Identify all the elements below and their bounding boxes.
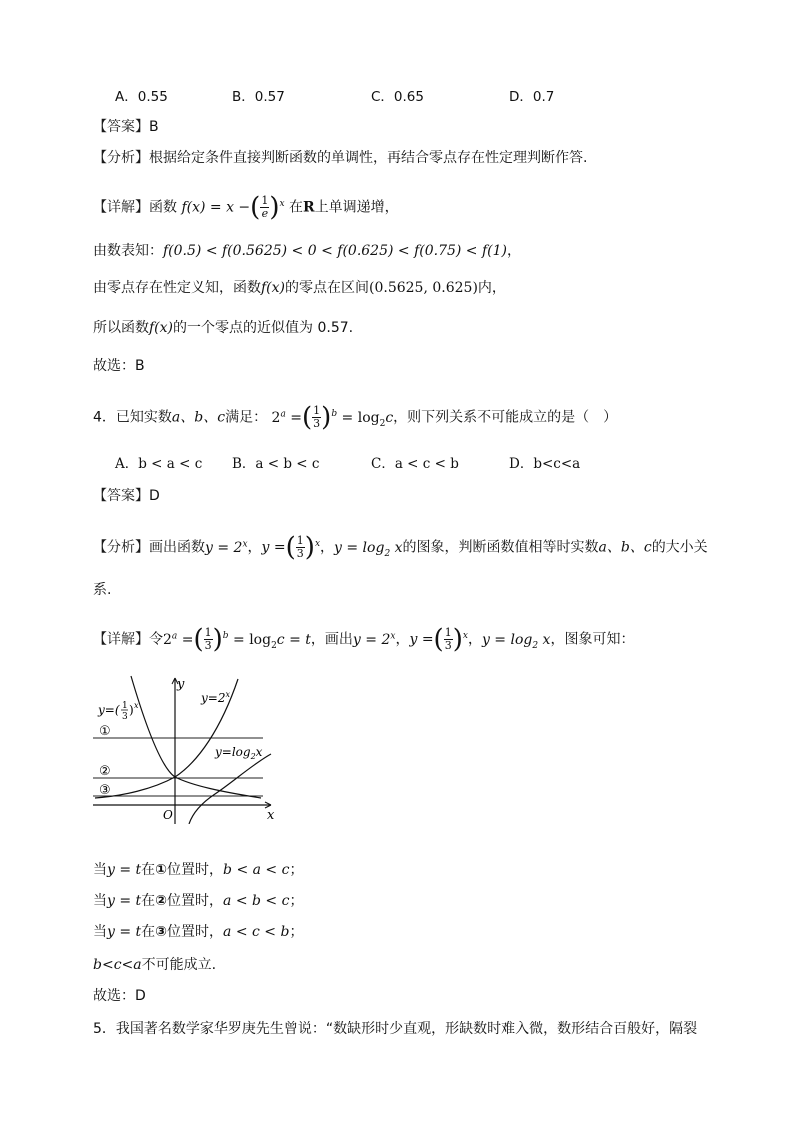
q4-case-1: 当y = t在①位置时，b < a < c； bbox=[93, 862, 304, 878]
impossible-text: 不可能成立. bbox=[141, 957, 217, 973]
formula-condition: $2^a$ = bbox=[163, 631, 194, 648]
answer-value: D bbox=[149, 488, 160, 504]
fraction: $\frac{1}{3}$ bbox=[444, 626, 452, 653]
fraction: $\frac{1}{3}$ bbox=[313, 404, 321, 431]
label-frac-num: 1 bbox=[122, 701, 128, 711]
formula-log: $y = \log_2 x$ bbox=[481, 631, 551, 651]
q4-option-c: C．a < c < b bbox=[371, 456, 459, 472]
formula-exp2: $y = 2^x$ bbox=[352, 631, 396, 648]
q4-case-2: 当y = t在②位置时，a < b < c； bbox=[93, 893, 304, 909]
stem-text: 满足： bbox=[225, 409, 268, 426]
circle-2: ② bbox=[99, 764, 111, 779]
label-log: $y=\log_2x$ bbox=[215, 745, 263, 761]
q3-option-a: A．0.55 bbox=[115, 89, 168, 105]
impossible-relation: b<c<a bbox=[93, 957, 142, 973]
curve-exp-third bbox=[131, 676, 261, 798]
formula-yt: y = t bbox=[107, 893, 142, 909]
q3-answer bbox=[93, 117, 159, 137]
case-text: 位置时， bbox=[167, 893, 224, 909]
case-text: 在 bbox=[141, 862, 156, 878]
q4-detail: 【详解】令$2^a$ =( $\frac{1}{3}$ )$^b = \log_2c = t$，画出$y = 2^x$，y =( $\frac{1}{3}$ )$^x$，$y = \log_2 x$，图象可知： bbox=[93, 624, 635, 655]
fraction: $\frac{1}{e}$ bbox=[261, 194, 269, 221]
case-position: ③ bbox=[155, 924, 168, 940]
q5-stem bbox=[93, 1019, 697, 1039]
q4-impossible bbox=[93, 955, 216, 975]
detail-tag: 【详解】 bbox=[93, 199, 149, 216]
q3-option-c: C．0.65 bbox=[371, 89, 424, 105]
case-text: 位置时， bbox=[167, 862, 224, 878]
case-text: 当 bbox=[93, 924, 107, 940]
case-text: 当 bbox=[93, 862, 107, 878]
formula-condition: $2^a$ = bbox=[271, 409, 303, 426]
axis-x-label: x bbox=[267, 808, 275, 823]
detail-text: ，画出 bbox=[310, 631, 353, 648]
case-text: 当 bbox=[93, 893, 107, 909]
analysis-text: 的大小关 bbox=[651, 539, 708, 556]
formula-log: = $\log_2c$ bbox=[337, 409, 394, 429]
analysis-vars: a、b、c bbox=[598, 539, 652, 556]
label-exp3: y=( bbox=[98, 703, 120, 717]
question-number: 5． bbox=[93, 1021, 116, 1037]
case-position: ① bbox=[155, 862, 168, 878]
formula-yt: y = t bbox=[107, 924, 142, 940]
q4-option-b: B．a < b < c bbox=[232, 456, 320, 472]
interval: (0.5625, 0.625) bbox=[369, 280, 478, 296]
stem-text: ，则下列关系不可能成立的是（ ） bbox=[393, 409, 618, 426]
answer-value: B bbox=[149, 119, 159, 135]
case-position: ② bbox=[155, 893, 168, 909]
circle-3: ③ bbox=[99, 783, 111, 798]
analysis-tag: 【分析】 bbox=[93, 539, 149, 556]
answer-tag: 【答案】 bbox=[93, 119, 149, 135]
label-exp2: $y=2^x$ bbox=[201, 690, 230, 705]
analysis-tag: 【分析】 bbox=[93, 150, 149, 166]
detail-text: 所以函数 bbox=[93, 320, 149, 336]
detail-text: 在 bbox=[289, 199, 304, 216]
case-relation: a < c < b bbox=[223, 924, 290, 940]
formula-yt: y = t bbox=[107, 862, 142, 878]
q3-analysis bbox=[93, 148, 587, 168]
formula-fx: f(x) bbox=[149, 320, 174, 336]
case-relation: a < b < c bbox=[223, 893, 290, 909]
q4-answer bbox=[93, 486, 160, 506]
q3-detail-4 bbox=[93, 318, 353, 338]
analysis-text: 画出函数 bbox=[149, 539, 205, 556]
stem-text: 我国著名数学家华罗庚先生曾说：“数缺形时少直观，形缺数时难入微，数形结合百般好，隔裂 bbox=[115, 1021, 698, 1037]
q4-stem: 4．已知实数a、b、c满足： $2^a$ =( $\frac{1}{3}$ )$^b = \log_2c$，则下列关系不可能成立的是（ ） bbox=[93, 402, 618, 433]
formula-log: $y = \log_2 x$ bbox=[334, 539, 403, 559]
label-frac-den: 3 bbox=[122, 712, 128, 722]
stem-vars: a、b、c bbox=[171, 409, 226, 426]
formula-fx: f(x) bbox=[261, 280, 286, 296]
case-text: 在 bbox=[141, 924, 156, 940]
detail-tag: 【详解】 bbox=[93, 631, 149, 648]
q4-analysis: 【分析】画出函数$y = 2^x$，y =( $\frac{1}{3}$ )$^x$，$y = \log_2 x$的图象，判断函数值相等时实数a、b、c的大小关 bbox=[93, 532, 708, 563]
q4-conclusion: 故选：D bbox=[93, 988, 146, 1004]
analysis-text: 根据给定条件直接判断函数的单调性，再结合零点存在性定理判断作答. bbox=[149, 150, 588, 166]
case-text: 位置时， bbox=[167, 924, 224, 940]
detail-text: 函数 bbox=[149, 199, 177, 216]
q3-detail-3 bbox=[93, 278, 506, 298]
detail-text: 由数表知： bbox=[93, 243, 163, 259]
answer-tag: 【答案】 bbox=[93, 488, 149, 504]
formula-log-t: = $\log_2c = t$ bbox=[228, 631, 311, 651]
detail-text: 的零点在区间 bbox=[285, 280, 370, 296]
stem-text: 已知实数 bbox=[115, 409, 172, 426]
q3-conclusion: 故选：B bbox=[93, 358, 145, 374]
formula-ineq: f(0.5) < f(0.5625) < 0 < f(0.625) < f(0.75) < f(1) bbox=[163, 243, 507, 259]
q3-option-b: B．0.57 bbox=[232, 89, 285, 105]
q3-option-d: D．0.7 bbox=[509, 89, 555, 105]
circle-1: ① bbox=[99, 724, 111, 739]
formula-exp2: $y = 2^x$ bbox=[205, 539, 248, 556]
real-set: R bbox=[303, 199, 315, 216]
fraction: $\frac{1}{3}$ bbox=[204, 626, 212, 653]
q3-detail-2: 由数表知：f(0.5) < f(0.5625) < 0 < f(0.625) < f(0.75) < f(1)， bbox=[93, 243, 521, 259]
q4-option-d: D．b<c<a bbox=[509, 456, 581, 472]
analysis-text: 的图象，判断函数值相等时实数 bbox=[402, 539, 599, 556]
q4-option-a: A．b < a < c bbox=[115, 456, 203, 472]
formula-fx: f(x) = x − bbox=[181, 199, 251, 216]
detail-text: 的一个零点的近似值为 0.57. bbox=[173, 320, 354, 336]
label-sup: x bbox=[134, 701, 139, 710]
q4-analysis-cont: 系. bbox=[93, 582, 112, 598]
axis-y-label: y bbox=[177, 677, 185, 692]
curve-log bbox=[189, 754, 271, 824]
detail-text: 内， bbox=[477, 280, 506, 296]
formula-exp3: y = bbox=[409, 631, 434, 648]
detail-text: 上单调递增， bbox=[314, 199, 399, 216]
q4-case-3: 当y = t在③位置时，a < c < b； bbox=[93, 924, 304, 940]
origin-label: O bbox=[163, 808, 173, 822]
case-relation: b < a < c bbox=[223, 862, 290, 878]
detail-text: 令 bbox=[149, 631, 163, 648]
label-paren: ) bbox=[129, 703, 134, 717]
detail-text: ，图象可知： bbox=[550, 631, 635, 648]
fraction: $\frac{1}{3}$ bbox=[296, 534, 304, 561]
case-text: 在 bbox=[141, 893, 156, 909]
question-number: 4． bbox=[93, 409, 116, 426]
formula-exp3: y = bbox=[261, 539, 286, 556]
q3-detail-1: 【详解】函数 f(x) = x −( $\frac{1}{e}$ )$^x$ 在R上单调递增， bbox=[93, 192, 399, 223]
function-graph bbox=[93, 674, 283, 824]
detail-text: 由零点存在性定义知，函数 bbox=[93, 280, 261, 296]
